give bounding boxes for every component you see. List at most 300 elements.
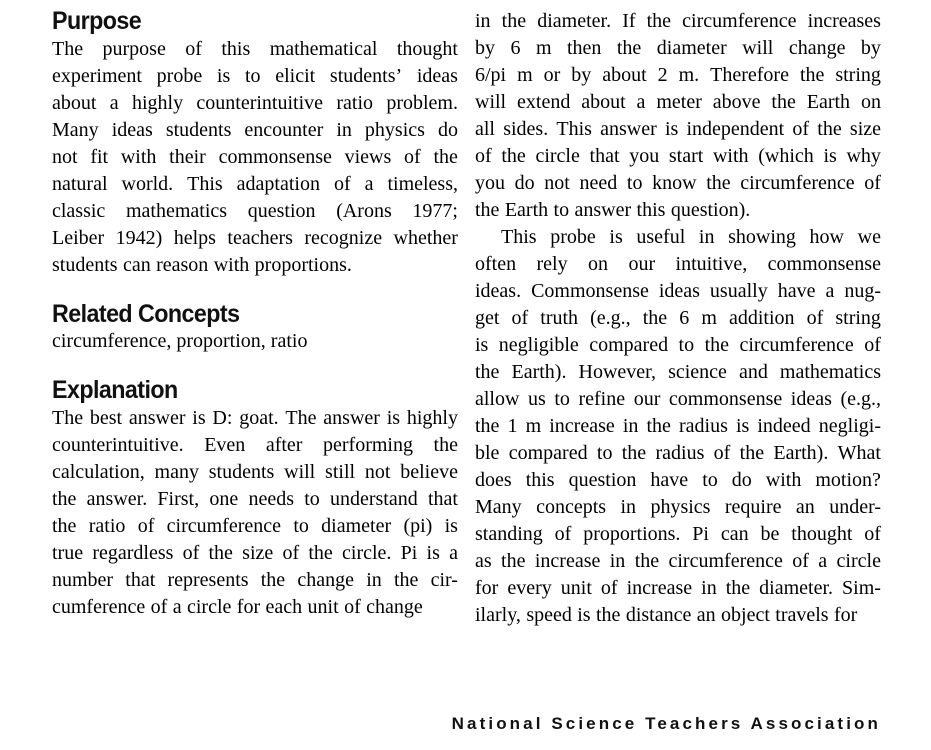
word: science: [668, 361, 727, 383]
word: Earth).: [511, 361, 567, 383]
word: highly: [406, 407, 458, 429]
word: with: [120, 146, 157, 168]
word: proportions.: [583, 523, 681, 545]
word: size: [849, 118, 881, 140]
text-line: [52, 567, 458, 594]
word: mathematical: [269, 38, 378, 60]
word: in: [366, 569, 382, 591]
word: in: [701, 577, 717, 599]
word: as: [475, 550, 492, 572]
word: in: [620, 496, 637, 518]
text-line: [475, 35, 881, 62]
word: about: [602, 64, 647, 86]
word: is: [664, 118, 679, 140]
word: in: [609, 550, 626, 572]
word: This: [556, 118, 592, 140]
word: of: [864, 523, 881, 545]
text-line: [475, 62, 881, 89]
word: allow: [475, 388, 520, 410]
text-line: [475, 359, 881, 386]
word: (which: [758, 145, 814, 167]
word: each: [265, 596, 303, 618]
word: the: [771, 91, 796, 113]
word: the: [616, 37, 642, 59]
word: diameter.: [759, 577, 834, 599]
word: of: [864, 172, 881, 194]
word: Therefore: [710, 64, 789, 86]
word: best: [89, 407, 123, 429]
word: cumference: [52, 596, 146, 618]
word: of: [713, 442, 731, 464]
word: rely: [536, 253, 568, 275]
word: the: [704, 334, 729, 356]
word: do: [437, 119, 458, 141]
section-heading: Explanation: [52, 376, 178, 404]
word: on: [588, 253, 609, 275]
word: increase: [534, 550, 601, 572]
word: circumference: [739, 334, 854, 356]
section-heading: Purpose: [52, 7, 142, 35]
word: our: [633, 388, 661, 410]
word: the: [634, 550, 660, 572]
text-line: [475, 116, 881, 143]
word: counterintuitive.: [52, 434, 184, 456]
word: independent: [686, 118, 785, 140]
word: of: [864, 334, 881, 356]
word: 1942): [115, 227, 163, 249]
word: the: [646, 415, 671, 437]
word: size: [242, 542, 274, 564]
word: question).: [670, 199, 751, 221]
word: Earth).: [773, 442, 829, 464]
word: the: [646, 10, 672, 32]
word: useful: [636, 226, 686, 248]
word: the: [52, 515, 77, 537]
word: a: [172, 596, 182, 618]
word: Many: [475, 496, 522, 518]
word: adaptation: [236, 173, 320, 195]
word: about: [52, 92, 97, 114]
word: not: [544, 172, 570, 194]
text-line: [475, 575, 881, 602]
word: performing: [323, 434, 413, 456]
text-line: [52, 36, 458, 63]
word: sides.: [503, 118, 549, 140]
word: circle: [187, 596, 232, 618]
text-line: [475, 521, 881, 548]
word: that: [125, 569, 156, 591]
text-line: [52, 594, 458, 621]
word: purpose: [102, 38, 166, 60]
word: thought: [396, 38, 458, 60]
word: m: [701, 307, 717, 329]
word: extend: [517, 91, 571, 113]
word: to: [596, 442, 613, 464]
word: ideas: [416, 65, 458, 87]
word: be: [760, 523, 780, 545]
word: true: [52, 542, 84, 564]
word: require: [724, 496, 782, 518]
text-line: [52, 171, 458, 198]
word: is: [577, 604, 591, 626]
word: physics: [364, 119, 425, 141]
word: will: [284, 461, 316, 483]
word: or: [543, 64, 561, 86]
word: Pi: [692, 523, 709, 545]
word: above: [712, 91, 761, 113]
word: ble: [475, 442, 500, 464]
word: counterintuitive: [196, 92, 324, 114]
word: 1977;: [412, 200, 458, 222]
word: change: [366, 596, 423, 618]
word: to: [678, 334, 695, 356]
word: need: [579, 172, 618, 194]
word: answer: [600, 118, 657, 140]
word: the: [595, 604, 621, 626]
body-paragraph: [475, 8, 881, 224]
word: of: [475, 145, 492, 167]
word: views: [344, 146, 392, 168]
word: to: [304, 488, 320, 510]
word: increases: [807, 10, 881, 32]
word: circle.: [342, 542, 392, 564]
word: question: [568, 469, 637, 491]
text-line: [52, 63, 458, 90]
word: one: [209, 488, 239, 510]
word: Sim-: [842, 577, 881, 599]
text-line: [475, 89, 881, 116]
word: change: [788, 37, 846, 59]
word: of: [150, 596, 168, 618]
word: circumference: [166, 515, 282, 537]
body-paragraph: [52, 36, 458, 279]
word: classic: [52, 200, 106, 222]
word: to: [702, 469, 718, 491]
word: commonsense: [668, 388, 783, 410]
page-footer-publisher: National Science Teachers Association: [451, 714, 881, 733]
word: circumference: [668, 550, 783, 572]
word: timeless,: [387, 173, 458, 195]
word: compared: [589, 334, 669, 356]
word: you: [475, 172, 505, 194]
text-line: [475, 386, 881, 413]
right-column: [475, 8, 881, 628]
word: an: [696, 604, 716, 626]
word: circle: [535, 145, 580, 167]
text-line: [475, 548, 881, 575]
word: concepts: [536, 496, 607, 518]
word: that: [427, 488, 458, 510]
word: answer: [128, 407, 186, 429]
word: truth: [540, 307, 579, 329]
word: this: [525, 469, 555, 491]
word: is: [386, 407, 401, 429]
word: intuitive,: [675, 253, 748, 275]
word: helps: [173, 227, 216, 249]
word: for: [236, 596, 261, 618]
word: of: [806, 307, 824, 329]
word: students: [208, 461, 275, 483]
text-line: [52, 459, 458, 486]
word: to: [626, 172, 643, 194]
word: the: [475, 361, 500, 383]
word: circumference: [682, 10, 797, 32]
body-paragraph: [52, 405, 458, 621]
word: believe: [400, 461, 458, 483]
word: (Arons: [336, 200, 392, 222]
word: will: [742, 37, 774, 59]
text-line: [475, 467, 881, 494]
word: students: [52, 254, 118, 276]
word: object: [721, 604, 770, 626]
word: that: [589, 145, 620, 167]
text-line: [52, 432, 458, 459]
word: reason: [156, 254, 209, 276]
word: know: [652, 172, 697, 194]
word: radius: [678, 415, 728, 437]
text-line: [475, 602, 881, 629]
word: motion?: [815, 469, 881, 491]
word: (pi): [403, 515, 433, 537]
text-line: [52, 405, 458, 432]
word: the: [501, 550, 526, 572]
word: start: [668, 145, 704, 167]
related-concepts-list: circumference, proportion, ratio: [52, 330, 308, 352]
word: can: [122, 254, 151, 276]
word: teachers: [227, 227, 293, 249]
word: do: [731, 469, 752, 491]
word: whether: [393, 227, 458, 249]
word: fit: [90, 146, 109, 168]
word: still: [325, 461, 356, 483]
word: natural: [52, 173, 108, 195]
text-line: [52, 90, 458, 117]
word: and: [738, 361, 768, 383]
word: a: [449, 542, 458, 564]
word: is: [216, 65, 231, 87]
word: the: [739, 442, 765, 464]
text-line: [52, 540, 458, 567]
word: have: [777, 280, 816, 302]
word: goat.: [239, 407, 279, 429]
text-line: [475, 278, 881, 305]
word: negligible: [498, 334, 579, 356]
text-line: [52, 198, 458, 225]
word: of: [792, 118, 810, 140]
word: the: [642, 307, 668, 329]
word: is: [192, 407, 206, 429]
word: diameter: [656, 37, 727, 59]
word: Many: [52, 119, 99, 141]
word: question: [247, 200, 316, 222]
text-line: [52, 252, 458, 279]
word: highly: [131, 92, 184, 114]
word: circle: [836, 550, 881, 572]
word: to: [293, 515, 309, 537]
word: the: [475, 415, 500, 437]
word: by: [860, 37, 881, 59]
word: often: [475, 253, 517, 275]
word: the: [725, 577, 751, 599]
word: the: [706, 172, 731, 194]
word: indeed: [757, 415, 811, 437]
word: speed: [526, 604, 572, 626]
word: 6: [510, 37, 521, 59]
word: of: [185, 38, 202, 60]
word: diameter.: [537, 10, 612, 32]
word: travels: [775, 604, 829, 626]
word: represents: [167, 569, 249, 591]
word: radius: [655, 442, 705, 464]
word: the: [308, 542, 333, 564]
word: understand: [329, 488, 418, 510]
word: have: [650, 469, 689, 491]
word: compared: [508, 442, 588, 464]
word: ilarly,: [475, 604, 521, 626]
word: on: [860, 91, 881, 113]
word: to: [244, 65, 261, 87]
word: their: [169, 146, 206, 168]
word: recognize: [304, 227, 383, 249]
word: 2: [657, 64, 668, 86]
word: by: [475, 37, 495, 59]
word: Leiber: [52, 227, 105, 249]
word: unit: [560, 577, 592, 599]
word: of: [600, 577, 618, 599]
text-line: [52, 486, 458, 513]
word: Earth: [806, 91, 851, 113]
word: for: [475, 577, 499, 599]
word: how: [809, 226, 844, 248]
word: you: [629, 145, 660, 167]
word: do: [514, 172, 535, 194]
word: of: [344, 596, 361, 618]
word: then: [566, 37, 602, 59]
word: answer: [323, 407, 380, 429]
word: What: [837, 442, 881, 464]
word: standing: [475, 523, 543, 545]
text-line: [475, 494, 881, 521]
word: of: [792, 550, 809, 572]
word: Commonsense: [531, 280, 649, 302]
word: change: [297, 569, 354, 591]
word: not: [364, 461, 391, 483]
word: the: [501, 10, 527, 32]
word: a: [109, 92, 119, 114]
word: the: [208, 542, 233, 564]
word: is: [823, 145, 837, 167]
word: to: [554, 388, 570, 410]
word: with: [213, 254, 250, 276]
word: of: [511, 307, 529, 329]
word: experiment: [52, 65, 142, 87]
text-line: [52, 225, 458, 252]
word: showing: [728, 226, 796, 248]
word: First,: [157, 488, 200, 510]
word: m.: [678, 64, 700, 86]
word: is: [444, 515, 458, 537]
word: nug-: [844, 280, 881, 302]
word: in: [475, 10, 491, 32]
word: for: [833, 604, 858, 626]
word: probe: [156, 65, 203, 87]
word: ratio: [336, 92, 373, 114]
word: of: [282, 542, 300, 564]
word: world.: [121, 173, 174, 195]
word: (e.g.,: [590, 307, 631, 329]
text-line: [475, 8, 881, 35]
word: ideas: [790, 388, 832, 410]
word: ratio: [88, 515, 126, 537]
word: m: [517, 64, 533, 86]
word: meter: [656, 91, 702, 113]
word: needs: [248, 488, 294, 510]
word: increase: [549, 415, 615, 437]
word: The: [285, 407, 317, 429]
word: proportions.: [254, 254, 352, 276]
word: increase: [626, 577, 693, 599]
word: string: [835, 307, 881, 329]
word: If: [622, 10, 636, 32]
word: answer.: [86, 488, 148, 510]
word: 1: [507, 415, 518, 437]
word: regardless: [92, 542, 174, 564]
word: a: [818, 550, 828, 572]
word: number: [52, 569, 114, 591]
word: commonsense: [767, 253, 881, 275]
word: does: [475, 469, 512, 491]
word: all: [475, 118, 495, 140]
word: Pi: [400, 542, 418, 564]
word: the: [475, 199, 500, 221]
word: our: [628, 253, 656, 275]
word: problem.: [386, 92, 458, 114]
word: the: [393, 569, 419, 591]
word: (e.g.,: [840, 388, 881, 410]
word: is: [609, 226, 623, 248]
word: an: [795, 496, 815, 518]
word: ideas: [111, 119, 153, 141]
two-column-text-body: [52, 8, 881, 628]
word: the: [799, 64, 825, 86]
word: m: [535, 37, 552, 59]
word: with: [712, 145, 749, 167]
word: usually: [709, 280, 768, 302]
word: probe: [550, 226, 596, 248]
word: this: [221, 38, 251, 60]
word: the: [433, 146, 458, 168]
word: we: [857, 226, 881, 248]
word: m: [525, 415, 542, 437]
text-line: [475, 413, 881, 440]
word: string: [835, 64, 881, 86]
word: circumference: [740, 172, 855, 194]
word: cir-: [430, 569, 458, 591]
section-heading: Related Concepts: [52, 300, 240, 328]
word: in: [698, 226, 715, 248]
word: why: [846, 145, 881, 167]
word: of: [404, 146, 421, 168]
text-line: [475, 332, 881, 359]
word: D:: [212, 407, 233, 429]
text-line: [475, 305, 881, 332]
word: negligi-: [818, 415, 881, 437]
word: distance: [625, 604, 692, 626]
word: in: [336, 119, 352, 141]
text-line: [52, 144, 458, 171]
word: of: [137, 515, 155, 537]
word: with: [765, 469, 802, 491]
